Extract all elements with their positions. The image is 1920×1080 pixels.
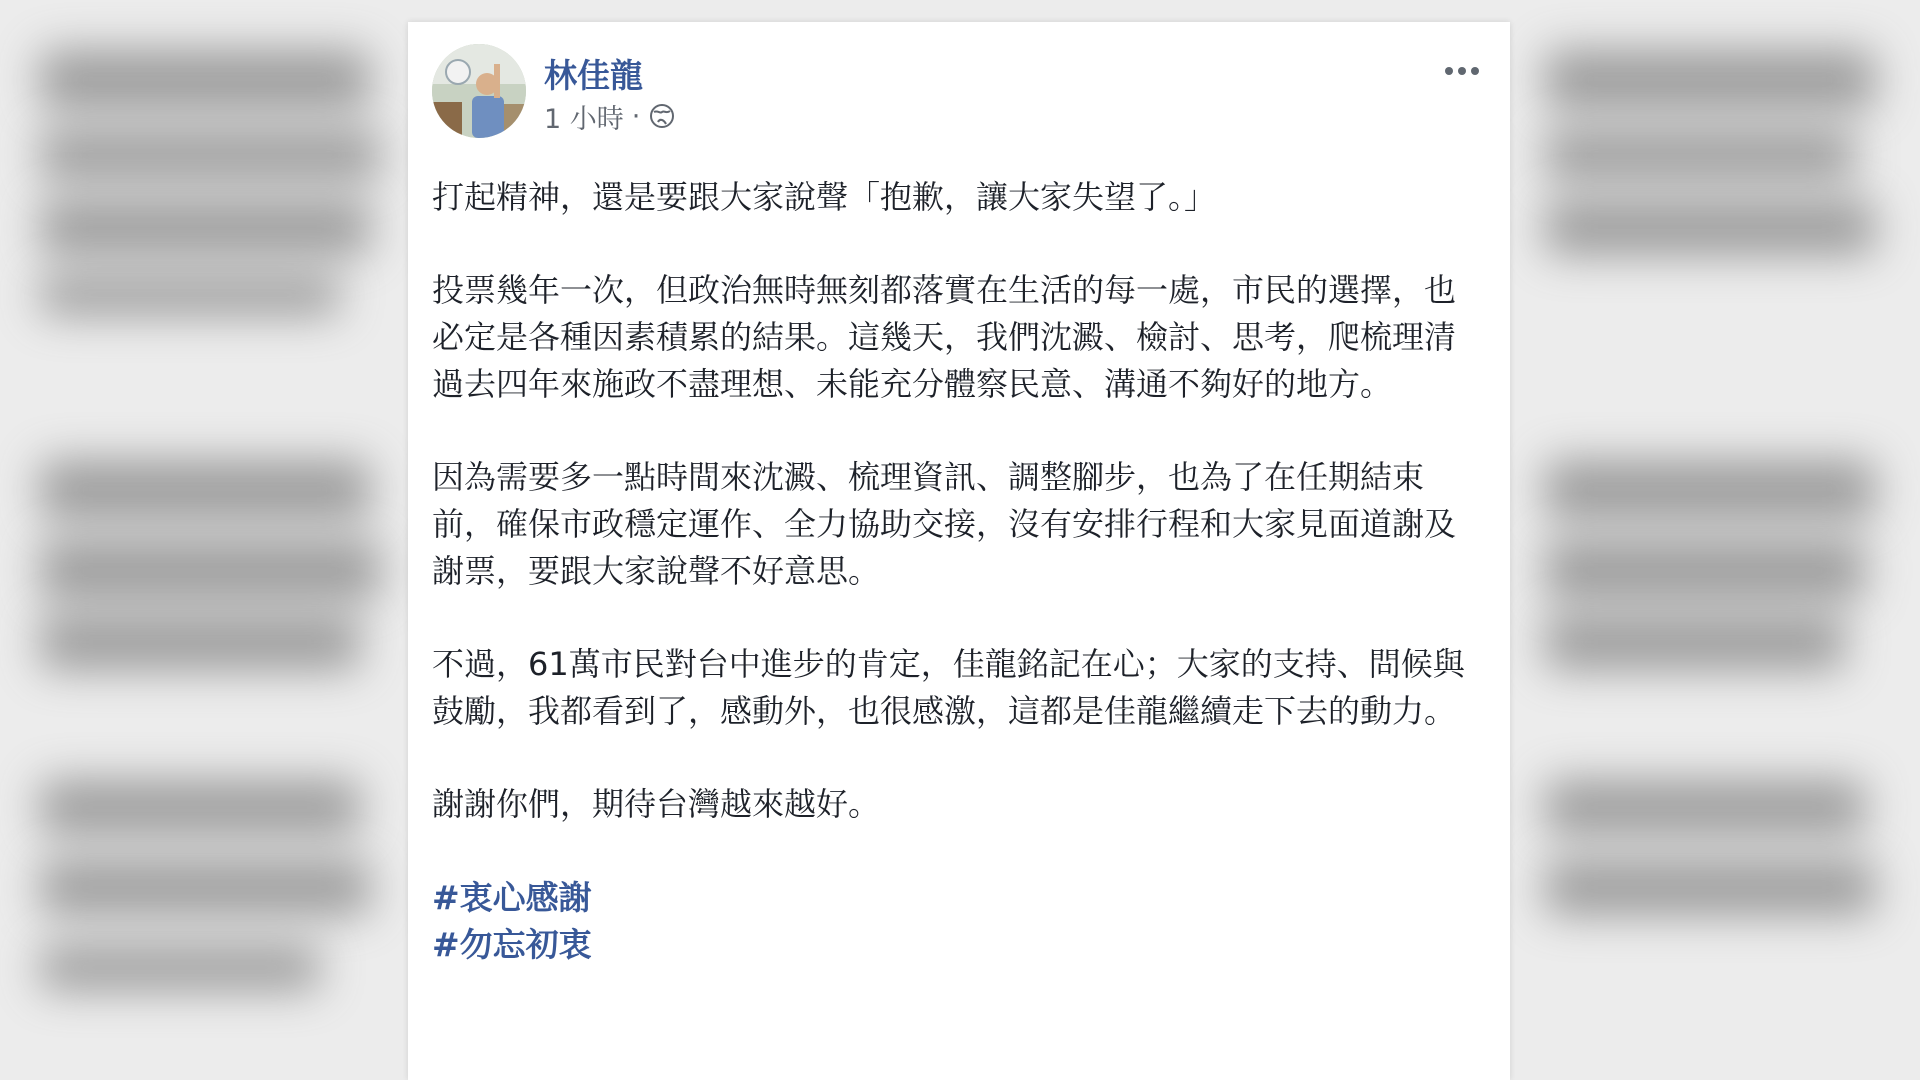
post-paragraph: 謝謝你們，期待台灣越來越好。	[432, 785, 881, 823]
blurred-text-block	[40, 200, 370, 255]
blurred-text-block	[1545, 615, 1845, 670]
blurred-text-block	[1545, 460, 1875, 520]
more-dot	[1471, 67, 1479, 75]
blurred-text-block	[1545, 50, 1875, 110]
blurred-text-block	[40, 460, 370, 520]
post-paragraph: 投票幾年一次，但政治無時無刻都落實在生活的每一處，市民的選擇，也必定是各種因素積累的結果。這幾天，我們沈澱、檢討、思考，爬梳理清過去四年來施政不盡理想、未能充分體察民意、溝通不夠好的地方。	[432, 271, 1457, 403]
hashtag-list	[432, 874, 1486, 968]
post-paragraph: 打起精神，還是要跟大家說聲「抱歉，讓大家失望了。」	[432, 178, 1217, 216]
author-avatar[interactable]	[432, 44, 526, 138]
blurred-text-block	[1545, 200, 1875, 255]
globe-icon[interactable]	[648, 102, 676, 130]
blurred-text-block	[40, 945, 320, 990]
blurred-text-block	[40, 50, 370, 110]
blurred-text-block	[1545, 540, 1865, 600]
post-body	[432, 174, 1486, 968]
blurred-text-block	[1545, 130, 1855, 180]
post-header	[432, 44, 1486, 144]
blurred-text-block	[40, 860, 370, 915]
facebook-post-card	[408, 22, 1510, 1080]
blurred-text-block	[40, 780, 360, 835]
post-timestamp[interactable]: 1 小時	[544, 103, 624, 135]
more-dot	[1458, 67, 1466, 75]
more-dot	[1445, 67, 1453, 75]
post-paragraph: 因為需要多一點時間來沈澱、梳理資訊、調整腳步，也為了在任期結束前，確保市政穩定運作、全力協助交接，沒有安排行程和大家見面道謝及謝票，要跟大家說聲不好意思。	[432, 458, 1457, 590]
author-name[interactable]: 林佳龍	[544, 56, 643, 95]
post-meta	[544, 98, 676, 134]
blurred-text-block	[40, 540, 380, 600]
blurred-text-block	[40, 275, 340, 315]
post-paragraph: 不過，61萬市民對台中進步的肯定，佳龍銘記在心；大家的支持、問候與鼓勵，我都看到了，感動外，也很感激，這都是佳龍繼續走下去的動力。	[432, 645, 1465, 730]
blurred-text-block	[1545, 860, 1875, 915]
hashtag-link[interactable]: #勿忘初衷	[432, 925, 592, 964]
blurred-text-block	[40, 615, 360, 670]
meta-separator: ·	[631, 100, 641, 132]
avatar-photo	[432, 44, 526, 138]
hashtag-link[interactable]: #衷心感謝	[432, 878, 592, 917]
blurred-text-block	[1545, 780, 1865, 835]
blurred-text-block	[40, 130, 380, 180]
more-options-icon[interactable]	[1438, 58, 1486, 84]
